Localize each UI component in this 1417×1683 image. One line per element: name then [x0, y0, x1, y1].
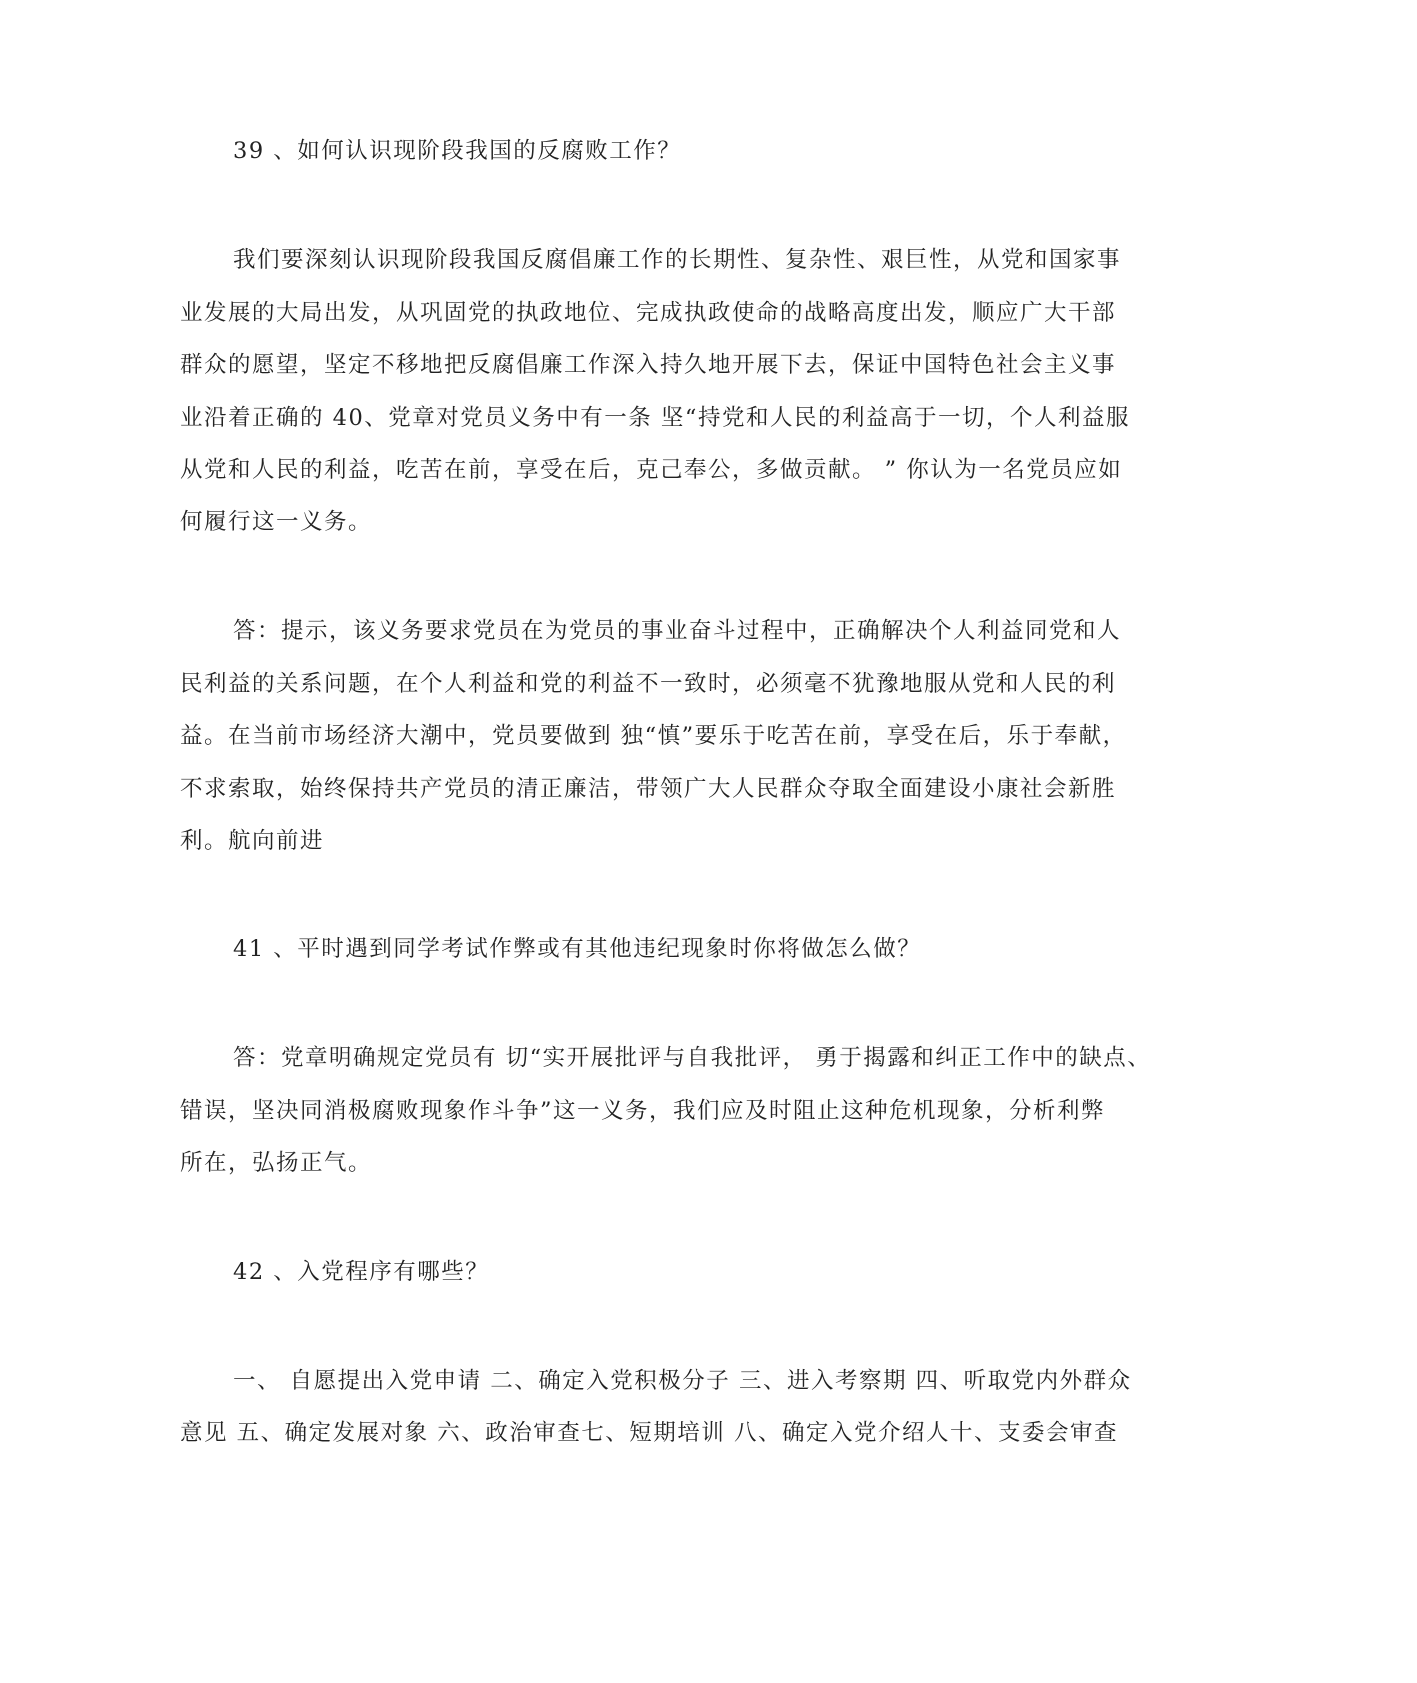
paragraph-line: 利。航向前进 [180, 828, 325, 854]
paragraph-line: 民利益的关系问题，在个人利益和党的利益不一致时，必须毫不犹豫地服从党和人民的利 [180, 671, 1117, 697]
question-41-title: 41 、平时遇到同学考试作弊或有其他违纪现象时你将做怎么做？ [233, 936, 922, 962]
paragraph-line: 群众的愿望，坚定不移地把反腐倡廉工作深入持久地开展下去，保证中国特色社会主义事 [180, 352, 1117, 378]
question-42-title: 42 、入党程序有哪些？ [233, 1259, 490, 1285]
answer-42-line: 一、 自愿提出入党申请 二、确定入党积极分子 三、进入考察期 四、听取党内外群众 [233, 1368, 1132, 1394]
paragraph-line: 所在，弘扬正气。 [180, 1150, 373, 1176]
paragraph-line: 从党和人民的利益，吃苦在前，享受在后，克己奉公，多做贡献。 ” 你认为一名党员应如 [180, 457, 1123, 483]
paragraph-line: 何履行这一义务。 [180, 509, 373, 535]
answer-40-line: 答：提示，该义务要求党员在为党员的事业奋斗过程中，正确解决个人利益同党和人 [233, 618, 1122, 644]
paragraph-line: 不求索取，始终保持共产党员的清正廉洁，带领广大人民群众夺取全面建设小康社会新胜 [180, 776, 1117, 802]
paragraph-line: 意见 五、确定发展对象 六、政治审查七、短期培训 八、确定入党介绍人十、支委会审查 [180, 1420, 1118, 1446]
paragraph-line: 业发展的大局出发，从巩固党的执政地位、完成执政使命的战略高度出发，顺应广大干部 [180, 300, 1117, 326]
answer-41-line: 答：党章明确规定党员有 切“实开展批评与自我批评， 勇于揭露和纠正工作中的缺点、 [233, 1045, 1152, 1071]
paragraph-line: 业沿着正确的 40、党章对党员义务中有一条 坚“持党和人民的利益高于一切，个人利益服 [180, 405, 1130, 431]
question-39-title: 39 、如何认识现阶段我国的反腐败工作？ [233, 138, 682, 164]
paragraph-line: 错误，坚决同消极腐败现象作斗争”这一义务，我们应及时阻止这种危机现象，分析利弊 [180, 1098, 1106, 1124]
paragraph-line: 我们要深刻认识现阶段我国反腐倡廉工作的长期性、复杂性、艰巨性，从党和国家事 [233, 247, 1122, 273]
paragraph-line: 益。在当前市场经济大潮中，党员要做到 独“慎”要乐于吃苦在前，享受在后，乐于奉献， [180, 723, 1127, 749]
